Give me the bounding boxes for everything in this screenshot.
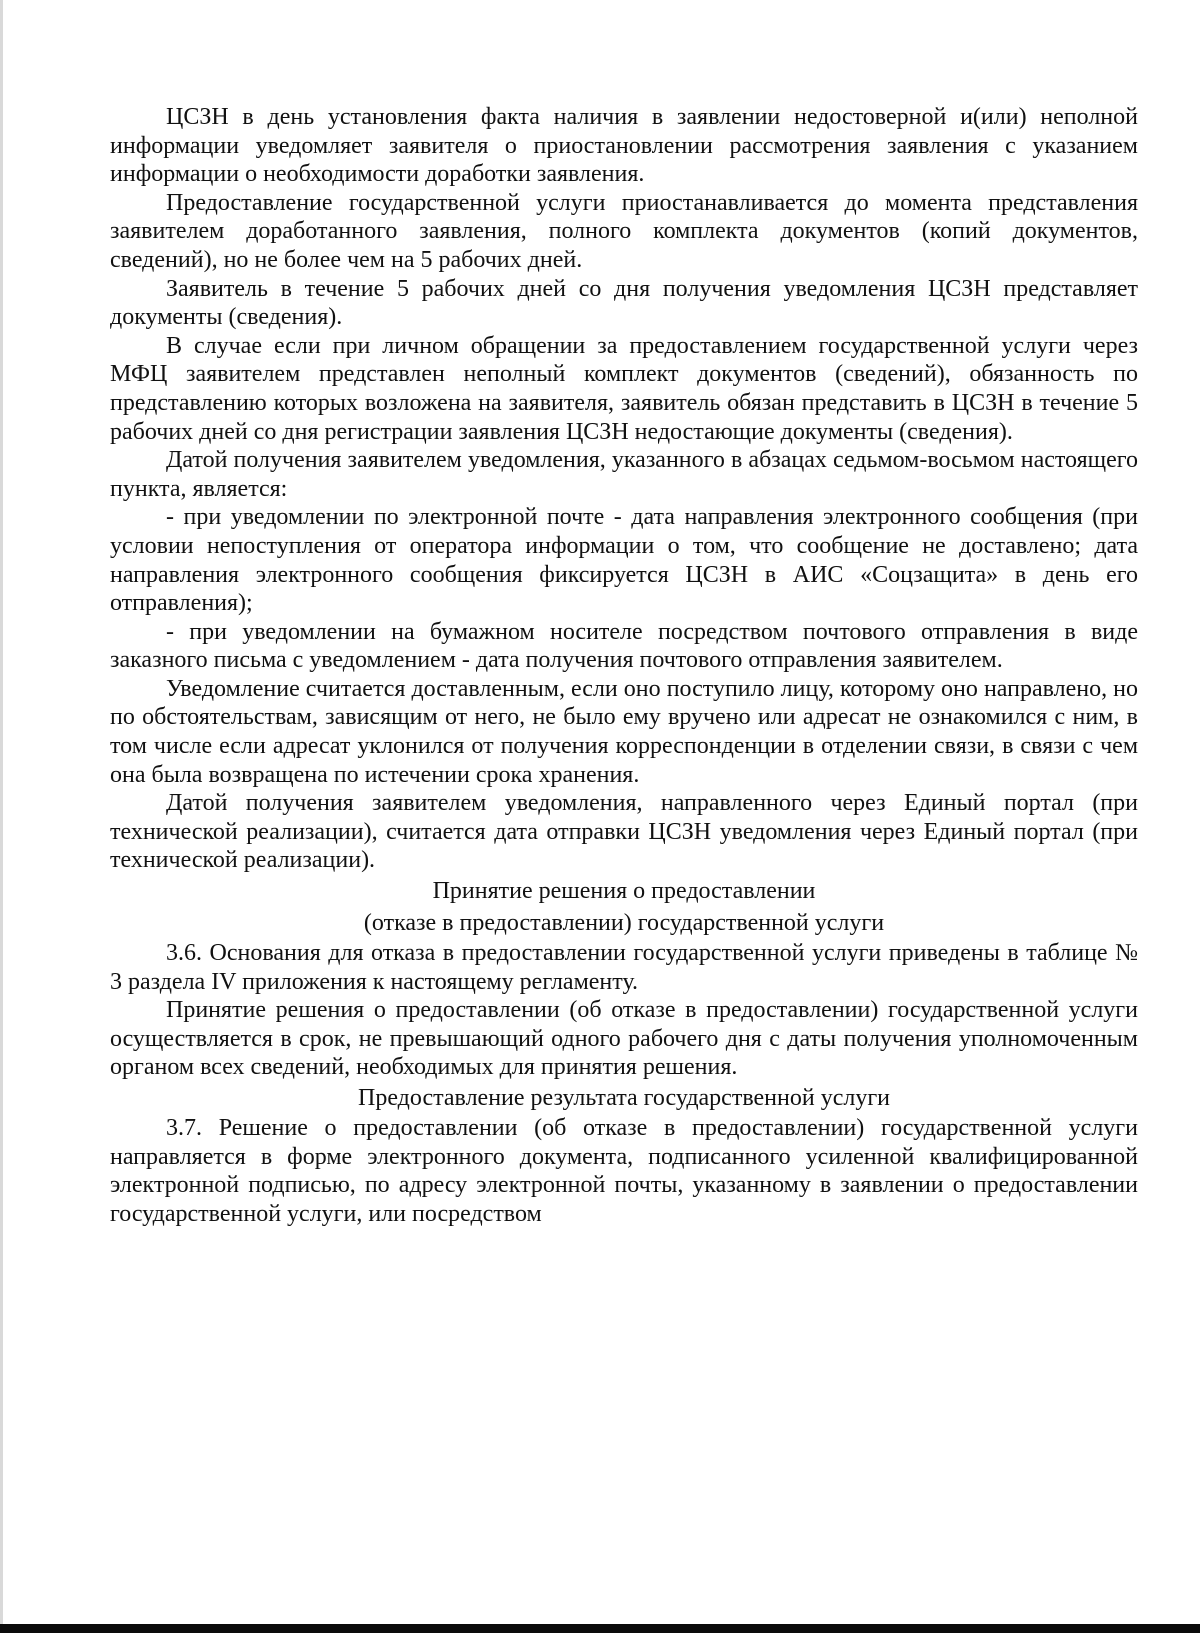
scan-bottom-edge xyxy=(0,1624,1200,1633)
paragraph-mfc-incomplete: В случае если при личном обращении за предоставлением государственной услуги через МФЦ заявителем представлен неполный комплект документов (сведений), обязанность по представлению которых возложена на заявителя, заявитель обязан представить в ЦСЗН в течение 5 рабочих дней со дня регистрации заявления ЦСЗН недостающие документы (сведения). xyxy=(110,332,1138,445)
section-heading-result: Предоставление результата государственной услуги xyxy=(357,1085,891,1111)
paragraph-decision-term: Принятие решения о предоставлении (об отказе в предоставлении) государственной услуги осуществляется в срок, не превышающий одного рабочего дня с даты получения уполномоченным органом всех сведений, необходимых для принятия решения. xyxy=(110,997,1138,1081)
paragraph-delivered: Уведомление считается доставленным, если оно поступило лицу, которому оно направлено, но по обстоятельствам, зависящим от него, не было ему вручено или адресат не ознакомился с ним, в том числе если адресат уклонился от получения корреспонденции в отделении связи, в связи с чем она была возвращена по истечении срока хранения. xyxy=(110,675,1138,788)
paragraph-applicant-submits: Заявитель в течение 5 рабочих дней со дня получения уведомления ЦСЗН представляет документы (сведения). xyxy=(110,275,1138,331)
paragraph-email-notice: - при уведомлении по электронной почте - дата направления электронного сообщения (при условии непоступления от оператора информации о том, что сообщение не доставлено; дата направления электронного сообщения фиксируется ЦСЗН в АИС «Соцзащита» в день его отправления); xyxy=(110,504,1138,617)
paragraph-paper-notice: - при уведомлении на бумажном носителе посредством почтового отправления в виде заказного письма с уведомлением - дата получения почтового отправления заявителем. xyxy=(110,618,1138,674)
paragraph-3-6: 3.6. Основания для отказа в предоставлении государственной услуги приведены в таблице № 3 раздела IV приложения к настоящему регламенту. xyxy=(110,940,1138,995)
document-body xyxy=(110,103,1138,1228)
section-heading-decision-line1: Принятие решения о предоставлении xyxy=(432,878,816,905)
scan-left-edge xyxy=(0,0,3,1633)
paragraph-suspension-term: Предоставление государственной услуги приостанавливается до момента представления заявителем доработанного заявления, полного комплекта документов (копий документов, сведений), но не более чем на 5 рабочих дней. xyxy=(110,189,1138,273)
paragraph-3-7: 3.7. Решение о предоставлении (об отказе в предоставлении) государственной услуги направляется в форме электронного документа, подписанного усиленной квалифицированной электронной подписью, по адресу электронной почты, указанному в заявлении о предоставлении государственной услуги, или посредством xyxy=(110,1115,1138,1227)
paragraph-portal-notice: Датой получения заявителем уведомления, направленного через Единый портал (при технической реализации), считается дата отправки ЦСЗН уведомления через Единый портал (при технической реализации). xyxy=(110,790,1138,874)
section-heading-decision-line2: (отказе в предоставлении) государственной услуги xyxy=(363,910,885,937)
paragraph-suspension-notice: ЦСЗН в день установления факта наличия в заявлении недостоверной и(или) неполной информации уведомляет заявителя о приостановлении рассмотрения заявления с указанием информации о необходимости доработки заявления. xyxy=(110,104,1138,188)
section-heading-decision xyxy=(110,875,1138,939)
paragraph-notice-date: Датой получения заявителем уведомления, указанного в абзацах седьмом-восьмом настоящего пункта, является: xyxy=(110,447,1138,502)
